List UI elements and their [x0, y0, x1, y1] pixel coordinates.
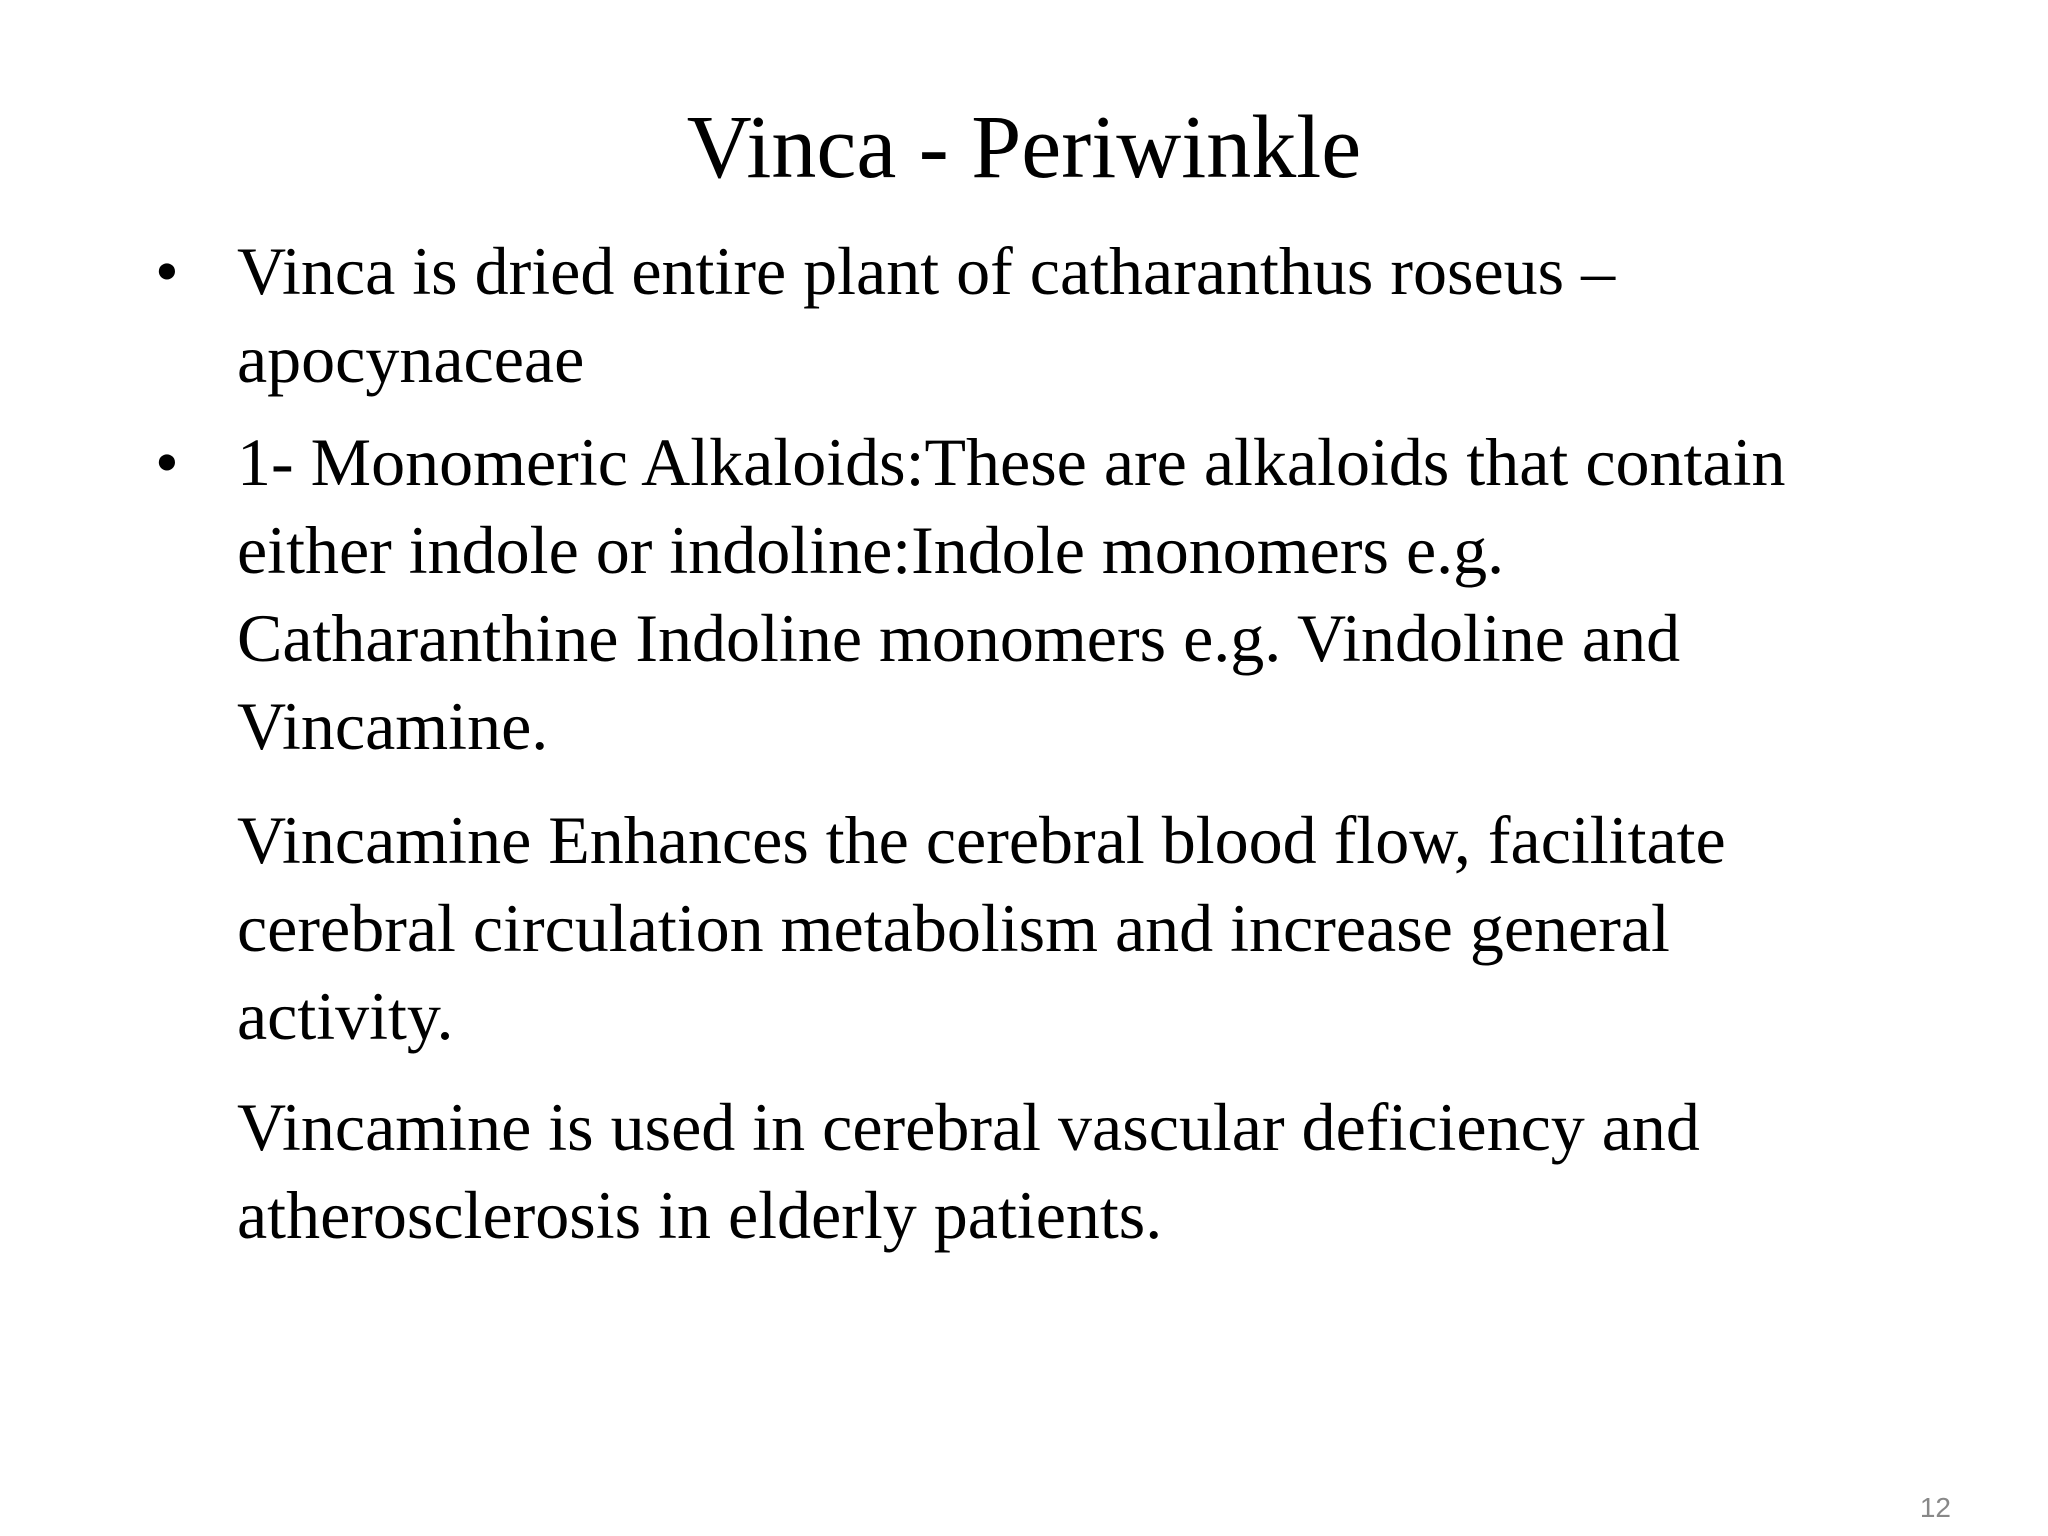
paragraph-line: activity.: [237, 978, 454, 1054]
slide-title: Vinca - Periwinkle: [686, 98, 1362, 197]
bullet-item-plant-source: [237, 227, 1957, 403]
bullet-item-monomeric-alkaloids: [237, 418, 1957, 770]
paragraph-line: atherosclerosis in elderly patients.: [237, 1177, 1163, 1253]
bullet-line: apocynaceae: [237, 321, 585, 397]
bullet-line: Vinca is dried entire plant of catharanthus roseus –: [237, 233, 1616, 309]
bullet-line: 1- Monomeric Alkaloids:These are alkaloids that contain: [237, 424, 1786, 500]
paragraph-vincamine-uses: [237, 1083, 1957, 1259]
bullet-line: Catharanthine Indoline monomers e.g. Vindoline and: [237, 600, 1681, 676]
bullet-marker: •: [155, 424, 179, 500]
paragraph-line: cerebral circulation metabolism and increase general: [237, 890, 1670, 966]
page-number: 12: [1919, 1492, 1951, 1523]
paragraph-vincamine-effects: [237, 796, 1957, 1060]
paragraph-line: Vincamine Enhances the cerebral blood flow, facilitate: [237, 802, 1726, 878]
bullet-line: either indole or indoline:Indole monomers e.g.: [237, 512, 1505, 588]
bullet-line: Vincamine.: [237, 688, 549, 764]
paragraph-line: Vincamine is used in cerebral vascular deficiency and: [237, 1089, 1700, 1165]
bullet-marker: •: [155, 233, 179, 309]
